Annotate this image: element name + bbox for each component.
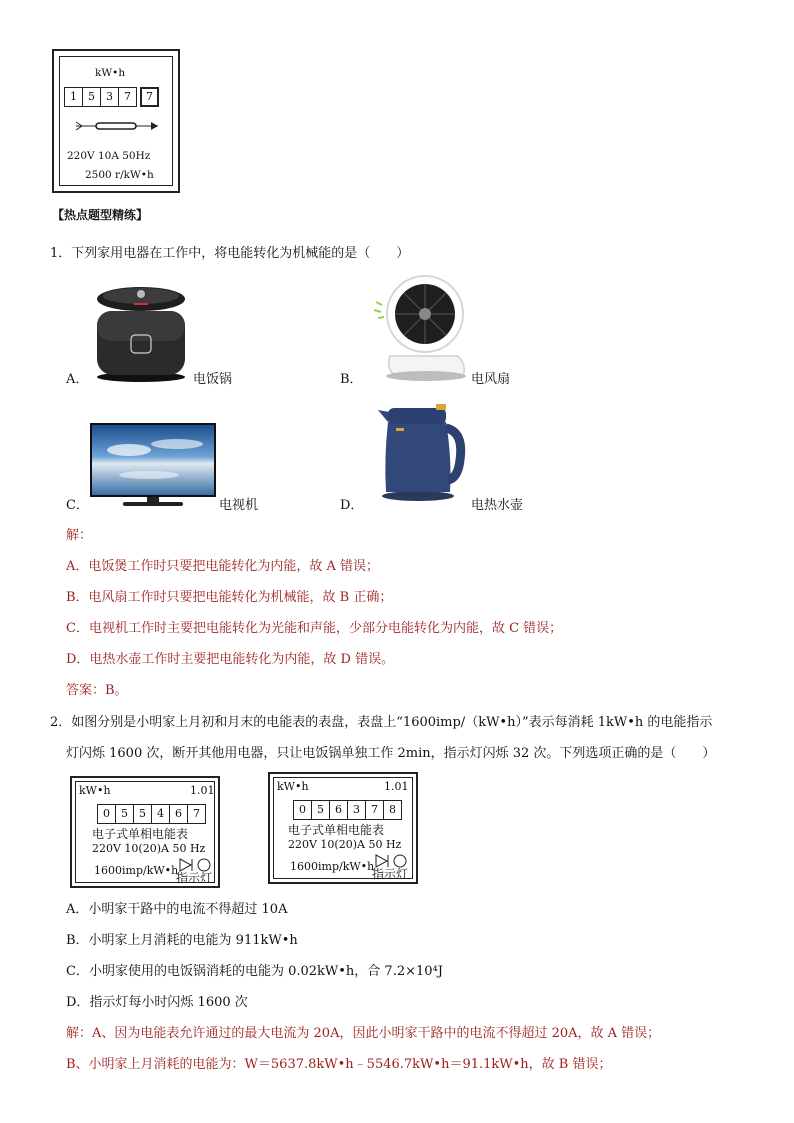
meter-digit: 3: [347, 800, 366, 820]
meter-spec: 220V 10(20)A 50 Hz: [92, 842, 206, 855]
solution-line: D．电热水壶工作时主要把电能转化为内能，故 D 错误。: [66, 652, 395, 667]
tv-image: [89, 420, 217, 510]
solution-line: C．电视机工作时主要把电能转化为光能和声能，少部分电能转化为内能，故 C 错误；: [66, 621, 563, 636]
meter-digit: 0: [97, 804, 116, 824]
option-d-label: 电热水壶: [471, 498, 524, 513]
answer-line: 答案：B。: [66, 683, 128, 698]
meter-digit: 7: [187, 804, 206, 824]
meter-digit: 5: [82, 87, 101, 107]
energy-meter-start: [70, 776, 220, 888]
meter-digit: 7: [365, 800, 384, 820]
option-d-letter: D．: [340, 498, 364, 513]
meter-disc-arrow-icon: [74, 119, 160, 133]
meter-digit: 8: [383, 800, 402, 820]
option-b-label: 电风扇: [471, 372, 511, 387]
electric-fan-image: [364, 272, 468, 384]
meter-spec: 220V 10A 50Hz: [67, 150, 151, 162]
rice-cooker-image: [92, 283, 190, 383]
option-c-letter: C．: [66, 498, 89, 513]
meter-rate: 2500 r/kW•h: [85, 169, 154, 181]
q2-option-d: D．指示灯每小时闪烁 1600 次: [66, 995, 248, 1010]
meter-digit: 5: [133, 804, 152, 824]
option-a-label: 电饭锅: [193, 372, 233, 387]
meter-rate: 1600imp/kW•h: [290, 860, 375, 873]
indicator-lamp-label: 指示灯: [372, 867, 409, 881]
section-title: 【热点题型精练】: [52, 208, 149, 222]
solution-line: A．电饭煲工作时只要把电能转化为内能，故 A 错误；: [66, 559, 380, 574]
meter-digit: 5: [311, 800, 330, 820]
meter-digit-decimal: 7: [140, 87, 159, 107]
meter-digits: [98, 804, 206, 824]
meter-digit: 1: [64, 87, 83, 107]
q2-option-b: B．小明家上月消耗的电能为 911kW•h: [66, 933, 298, 948]
meter-digits: [294, 800, 402, 820]
meter-unit: kW•h: [95, 67, 126, 79]
meter-unit: kW•h: [79, 784, 111, 797]
solution-line: 解：A、因为电能表允许通过的最大电流为 20A，因此小明家干路中的电流不得超过 20A，故 A 错误；: [66, 1026, 661, 1041]
meter-digit: 0: [293, 800, 312, 820]
solution-head: 解：: [66, 528, 93, 543]
option-c-label: 电视机: [219, 498, 259, 513]
indicator-lamp-label: 指示灯: [176, 871, 213, 885]
question-1-stem: 1．下列家用电器在工作中，将电能转化为机械能的是（ ）: [50, 246, 410, 261]
meter-model: 1.01: [384, 780, 409, 793]
meter-rate: 1600imp/kW•h: [94, 864, 179, 877]
meter-digit: 6: [329, 800, 348, 820]
meter-model: 1.01: [190, 784, 215, 797]
option-b-letter: B．: [340, 372, 363, 387]
electric-kettle-image: [374, 398, 466, 502]
meter-digit: 3: [100, 87, 119, 107]
meter-digit: 6: [169, 804, 188, 824]
meter-unit: kW•h: [277, 780, 309, 793]
meter-digit: 7: [118, 87, 137, 107]
meter-spec: 220V 10(20)A 50 Hz: [288, 838, 402, 851]
q2-option-c: C．小明家使用的电饭锅消耗的电能为 0.02kW•h，合 7.2×10⁴J: [66, 964, 443, 979]
option-a-letter: A．: [66, 372, 89, 387]
meter-digit: 4: [151, 804, 170, 824]
indicator-lamp-icon: [178, 858, 212, 872]
question-2-stem: 2．如图分别是小明家上月初和月末的电能表的表盘，表盘上“1600imp/（kW•h）”表示每消耗 1kW•h 的电能指示: [50, 715, 713, 730]
meter-name: 电子式单相电能表: [92, 827, 189, 841]
solution-line: B、小明家上月消耗的电能为：W＝5637.8kW•h﹣5546.7kW•h＝91.1kW•h，故 B 错误；: [66, 1057, 612, 1072]
solution-line: B．电风扇工作时只要把电能转化为机械能，故 B 正确；: [66, 590, 393, 605]
q2-option-a: A．小明家干路中的电流不得超过 10A: [66, 902, 288, 917]
meter-digit: 5: [115, 804, 134, 824]
energy-meter-figure: [52, 49, 180, 193]
indicator-lamp-icon: [374, 854, 408, 868]
meter-digits: [65, 87, 159, 107]
energy-meter-end: [268, 772, 418, 884]
meter-name: 电子式单相电能表: [288, 823, 385, 837]
question-2-stem: 灯闪烁 1600 次，断开其他用电器，只让电饭锅单独工作 2min，指示灯闪烁 32 次。下列选项正确的是（ ）: [66, 746, 716, 761]
